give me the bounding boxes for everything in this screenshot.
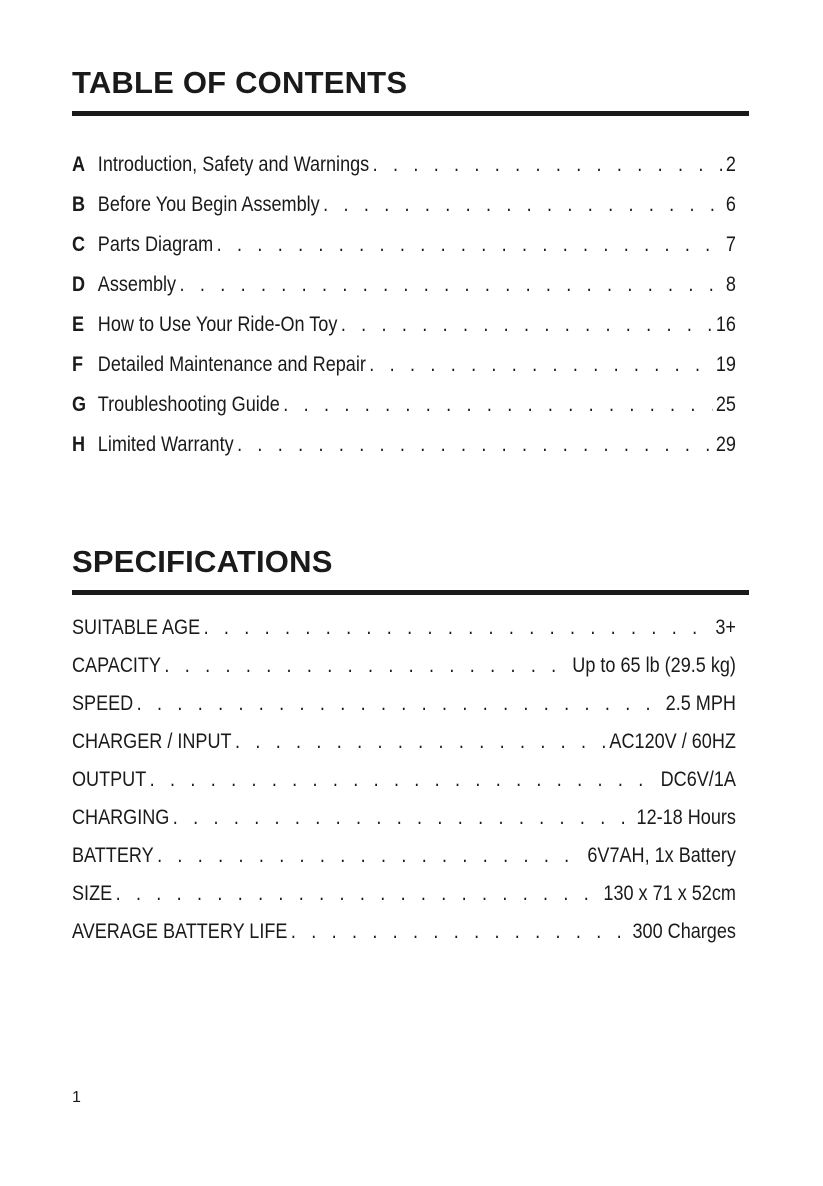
dot-leader (323, 185, 722, 225)
spec-value: DC6V/1A (660, 768, 736, 791)
spec-value: Up to 65 lb (29.5 kg) (572, 654, 736, 677)
spec-label: CHARGING (72, 806, 170, 829)
dot-leader (341, 305, 713, 345)
toc-letter: E (72, 313, 85, 336)
spec-label: CAPACITY (72, 654, 161, 677)
specs-divider (72, 590, 749, 595)
toc-list (72, 145, 736, 465)
toc-page: 6 (725, 193, 736, 216)
toc-entry-d (72, 265, 736, 305)
toc-label: Detailed Maintenance and Repair (97, 353, 366, 376)
toc-divider (72, 111, 749, 116)
dot-leader (157, 837, 584, 875)
spec-row-charger-input (72, 723, 736, 761)
spec-row-suitable-age (72, 609, 736, 647)
spec-value: 12-18 Hours (636, 806, 736, 829)
dot-leader (180, 265, 723, 305)
spec-row-capacity (72, 647, 736, 685)
dot-leader (150, 761, 658, 799)
toc-page: 16 (715, 313, 736, 336)
dot-leader (235, 723, 606, 761)
toc-label: Assembly (97, 273, 177, 296)
spec-value: 6V7AH, 1x Battery (587, 844, 736, 867)
toc-label: Introduction, Safety and Warnings (97, 153, 370, 176)
toc-letter: G (72, 393, 87, 416)
toc-title: TABLE OF CONTENTS (72, 65, 408, 100)
spec-row-size (72, 875, 736, 913)
toc-entry-a (72, 145, 736, 185)
toc-entry-h (72, 425, 736, 465)
toc-letter: C (72, 233, 86, 256)
dot-leader (369, 345, 712, 385)
dot-leader (373, 145, 723, 185)
toc-label: Before You Begin Assembly (97, 193, 320, 216)
spec-row-average-battery-life (72, 913, 736, 951)
toc-page: 25 (715, 393, 736, 416)
specs-list (72, 609, 736, 951)
toc-label: How to Use Your Ride-On Toy (97, 313, 338, 336)
spec-value: 300 Charges (632, 920, 736, 943)
spec-row-battery (72, 837, 736, 875)
dot-leader (116, 875, 600, 913)
spec-label: BATTERY (72, 844, 154, 867)
toc-page: 8 (725, 273, 736, 296)
toc-page: 19 (715, 353, 736, 376)
toc-page: 7 (725, 233, 736, 256)
page-number: 1 (72, 1089, 81, 1106)
spec-value: 2.5 MPH (665, 692, 736, 715)
toc-page: 2 (725, 153, 736, 176)
toc-entry-f (72, 345, 736, 385)
dot-leader (291, 913, 629, 951)
spec-label: SIZE (72, 882, 113, 905)
spec-label: SUITABLE AGE (72, 616, 201, 639)
toc-entry-c (72, 225, 736, 265)
toc-letter: D (72, 273, 86, 296)
toc-label: Troubleshooting Guide (97, 393, 280, 416)
spec-value: 3+ (715, 616, 736, 639)
spec-value: 130 x 71 x 52cm (603, 882, 736, 905)
spec-row-charging (72, 799, 736, 837)
dot-leader (237, 425, 712, 465)
toc-page: 29 (715, 433, 736, 456)
spec-row-speed (72, 685, 736, 723)
spec-label: AVERAGE BATTERY LIFE (72, 920, 288, 943)
spec-label: OUTPUT (72, 768, 147, 791)
spec-label: SPEED (72, 692, 134, 715)
dot-leader (173, 799, 633, 837)
specs-title: SPECIFICATIONS (72, 544, 333, 579)
dot-leader (217, 225, 723, 265)
toc-letter: B (72, 193, 86, 216)
toc-label: Parts Diagram (97, 233, 214, 256)
spec-label: CHARGER / INPUT (72, 730, 232, 753)
toc-entry-b (72, 185, 736, 225)
toc-letter: A (72, 153, 86, 176)
dot-leader (137, 685, 663, 723)
toc-entry-g (72, 385, 736, 425)
spec-row-output (72, 761, 736, 799)
toc-entry-e (72, 305, 736, 345)
spec-value: AC120V / 60HZ (609, 730, 736, 753)
dot-leader (204, 609, 712, 647)
toc-label: Limited Warranty (97, 433, 234, 456)
dot-leader (164, 647, 568, 685)
dot-leader (283, 385, 712, 425)
toc-letter: F (72, 353, 84, 376)
toc-letter: H (72, 433, 86, 456)
